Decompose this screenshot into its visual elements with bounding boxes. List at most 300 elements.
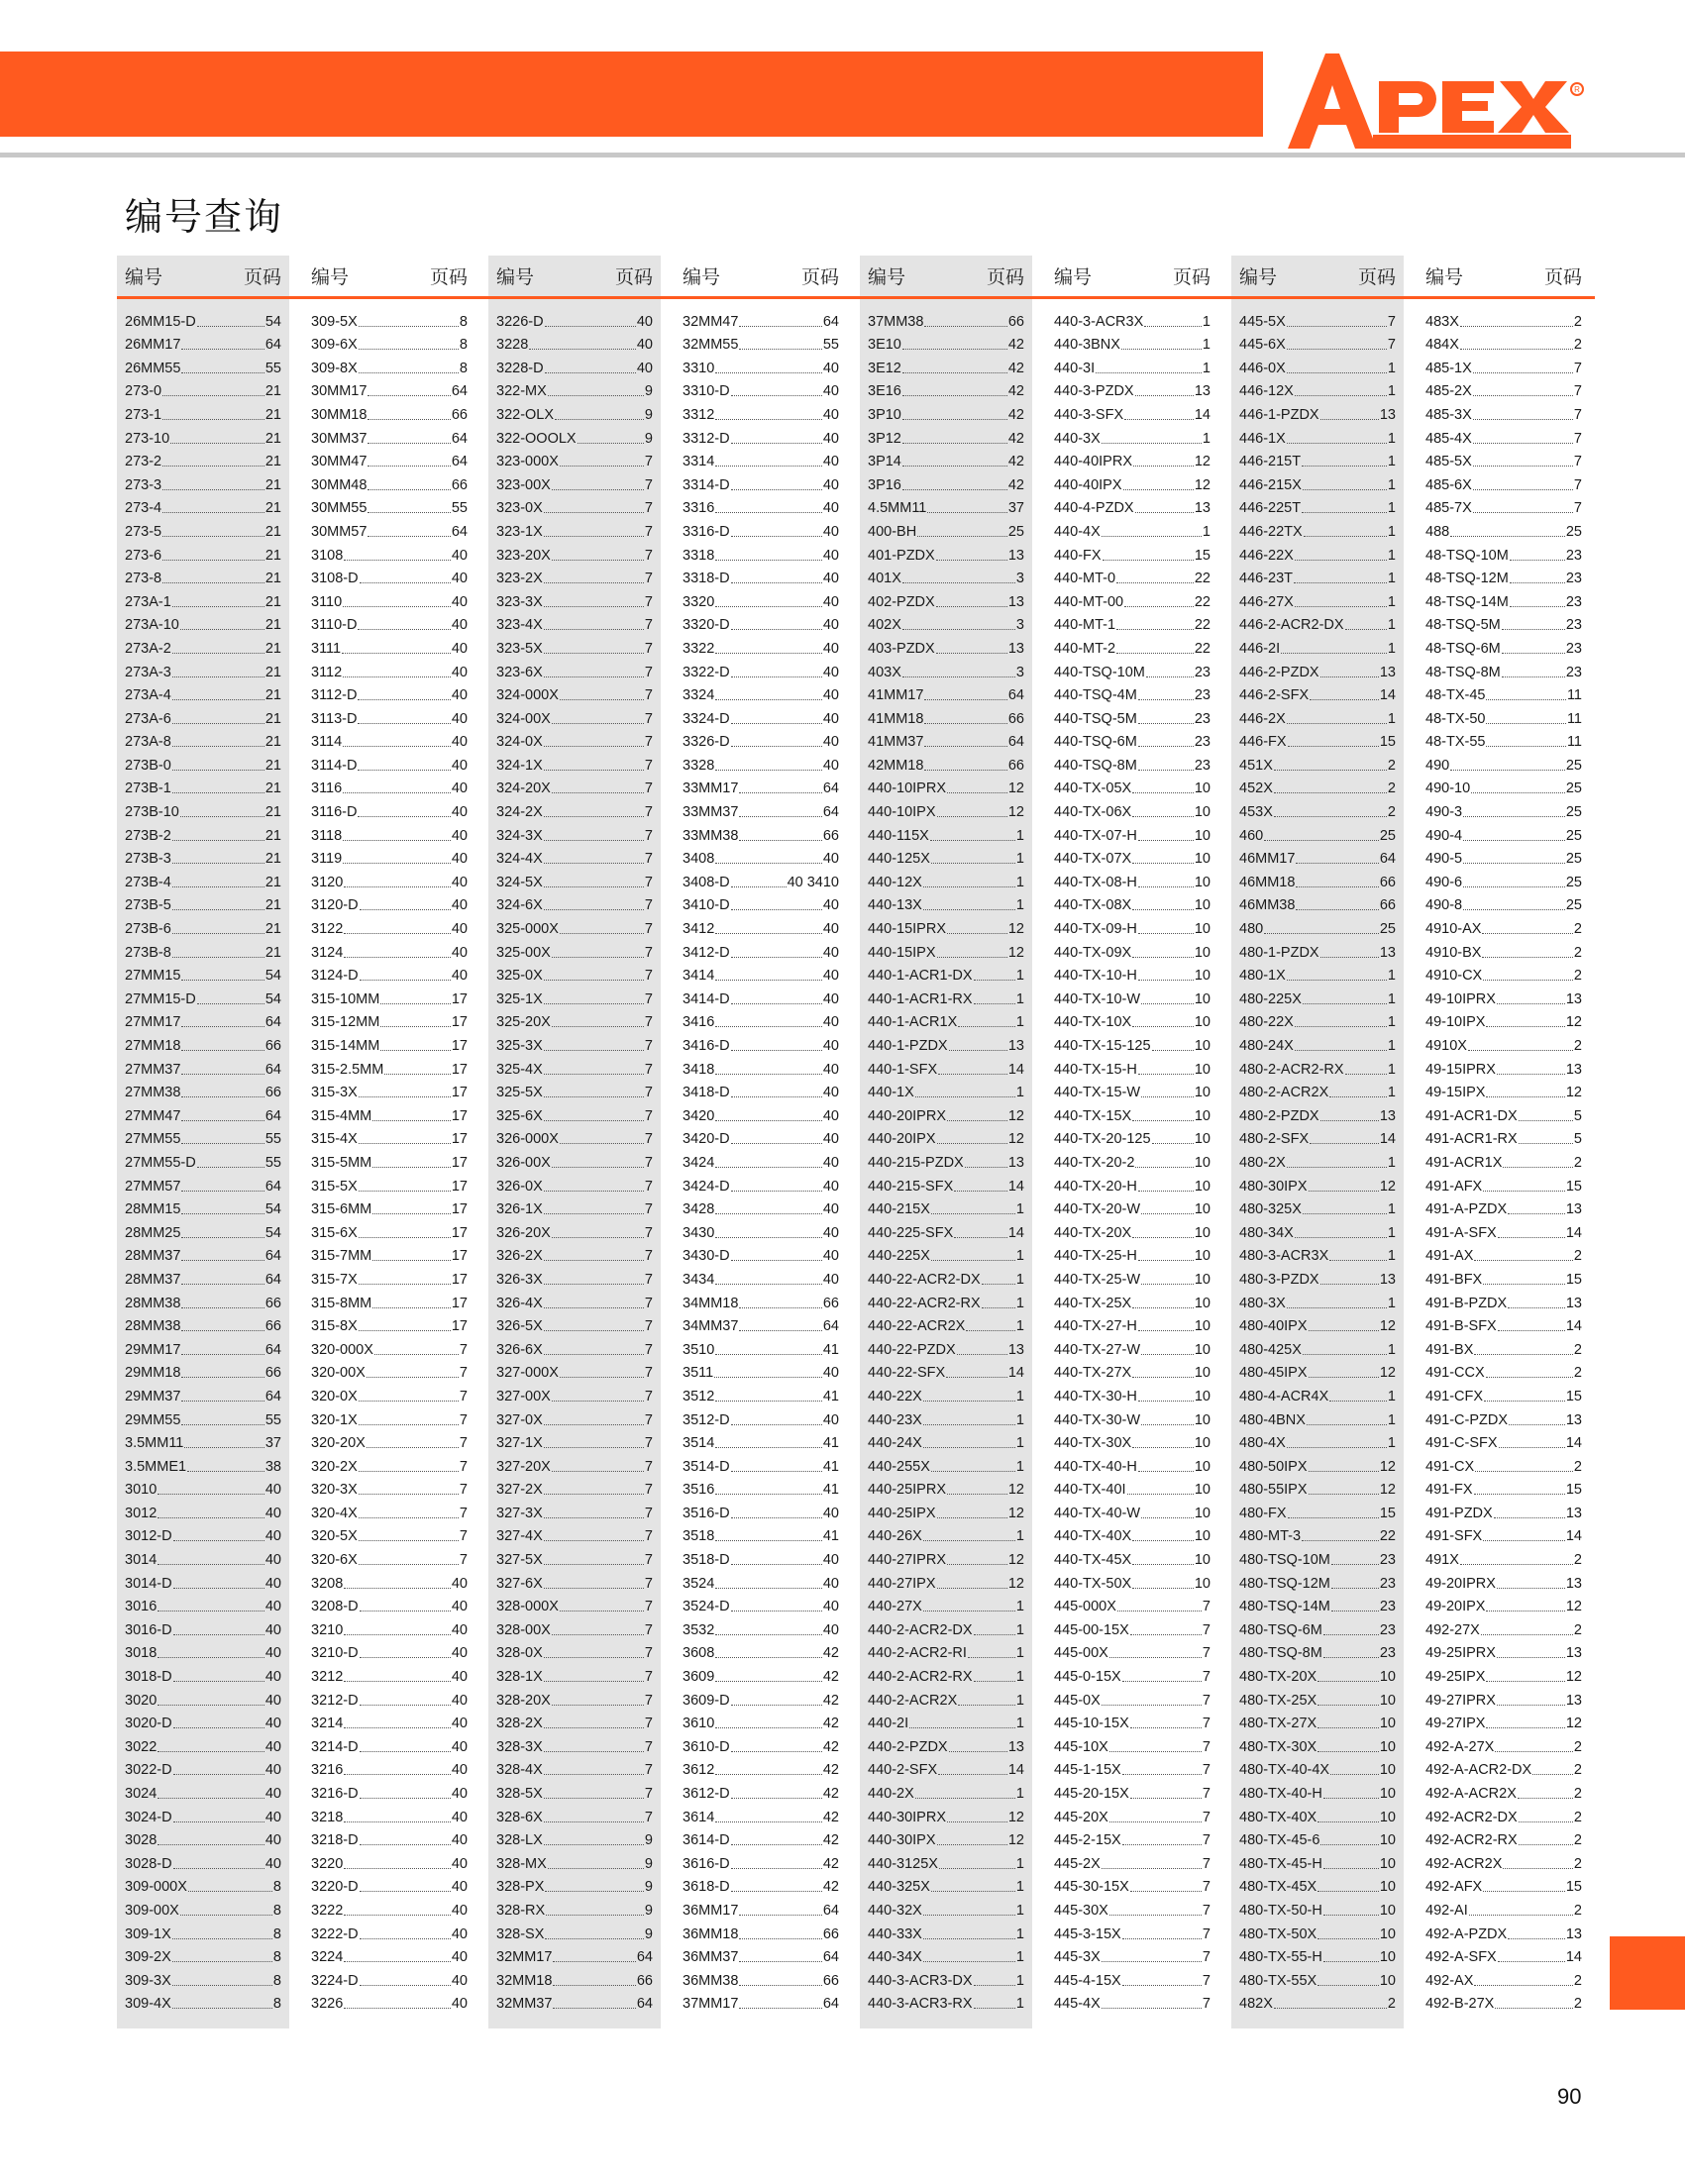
index-row <box>117 1172 289 1196</box>
dot-leader <box>553 1961 635 1962</box>
part-code: 3116 <box>311 780 343 797</box>
dot-leader <box>931 863 1015 864</box>
part-code: 445-00-15X <box>1054 1621 1129 1638</box>
page-ref: 15 <box>1565 1388 1582 1404</box>
page-ref: 13 <box>1565 1692 1582 1709</box>
dot-leader <box>974 980 1015 981</box>
index-row <box>860 1756 1032 1780</box>
part-code: 3512 <box>683 1388 715 1404</box>
dot-leader <box>1310 1143 1379 1144</box>
part-code: 37MM38 <box>868 313 924 330</box>
dot-leader <box>1320 1844 1378 1845</box>
index-row <box>675 1826 847 1850</box>
dot-leader <box>172 770 264 771</box>
dot-leader <box>162 536 264 537</box>
index-row <box>303 354 475 377</box>
page-ref: 1 <box>1387 1014 1396 1031</box>
dot-leader <box>360 1751 451 1752</box>
page-ref: 7 <box>1573 454 1582 470</box>
dot-leader <box>1152 1050 1194 1051</box>
part-code: 480-4BNX <box>1239 1411 1306 1428</box>
index-row <box>1418 541 1590 565</box>
page-ref: 10 <box>1379 1809 1396 1825</box>
dot-leader <box>1109 1657 1202 1658</box>
dot-leader <box>548 395 644 396</box>
page-ref: 54 <box>264 1201 281 1218</box>
index-row <box>675 1803 847 1826</box>
index-row <box>1231 985 1404 1008</box>
page-ref: 64 <box>264 1178 281 1195</box>
index-row <box>488 1545 661 1569</box>
dot-leader <box>924 723 1006 724</box>
part-code: 3114-D <box>311 757 358 774</box>
dot-leader <box>731 746 822 747</box>
dot-leader <box>923 1447 1015 1448</box>
part-code: 3P16 <box>868 476 901 493</box>
part-code: 3510 <box>683 1341 715 1358</box>
page-ref: 40 <box>451 1902 468 1919</box>
dot-leader <box>1486 746 1565 747</box>
dot-leader <box>1132 1377 1194 1378</box>
index-row <box>117 1639 289 1663</box>
index-row <box>303 448 475 471</box>
dot-leader <box>1287 723 1387 724</box>
part-code: 440-27IPX <box>868 1575 936 1592</box>
part-code: 440-TX-09-H <box>1054 921 1137 938</box>
dot-leader <box>946 1377 1007 1378</box>
page-ref: 2 <box>1573 1621 1582 1638</box>
part-code: 273B-3 <box>125 851 171 868</box>
index-row <box>1418 1522 1590 1546</box>
page-ref: 23 <box>1379 1645 1396 1662</box>
dot-leader <box>937 1844 1007 1845</box>
index-row <box>1231 1615 1404 1639</box>
index-row <box>488 891 661 915</box>
index-row <box>1046 1569 1218 1593</box>
page-ref: 40 <box>822 1085 839 1101</box>
index-row <box>303 845 475 869</box>
index-row <box>1418 587 1590 611</box>
dot-leader <box>360 1985 451 1986</box>
index-row <box>488 868 661 891</box>
dot-leader <box>172 2008 272 2009</box>
dot-leader <box>1138 1471 1194 1472</box>
dot-leader <box>1132 863 1194 864</box>
index-row <box>1418 424 1590 448</box>
part-code: 482X <box>1239 1996 1273 2013</box>
index-row <box>860 470 1032 494</box>
dot-leader <box>544 1681 644 1682</box>
index-row <box>1046 751 1218 775</box>
page-ref: 40 <box>822 664 839 680</box>
dot-leader <box>1473 419 1573 420</box>
part-code: 49-20IPX <box>1425 1599 1486 1615</box>
part-code: 440-3-SFX <box>1054 406 1124 423</box>
part-code: 3210-D <box>311 1645 359 1662</box>
part-code: 3612-D <box>683 1786 730 1802</box>
part-code: 440-TX-07-H <box>1054 827 1137 844</box>
page-ref: 14 <box>1379 687 1396 704</box>
dot-leader <box>739 1307 821 1308</box>
index-row <box>675 1662 847 1686</box>
dot-leader <box>544 840 644 841</box>
index-row <box>303 1662 475 1686</box>
dot-leader <box>344 1774 451 1775</box>
index-row <box>117 1312 289 1336</box>
index-row <box>1418 1545 1590 1569</box>
dot-leader <box>1486 699 1565 700</box>
page-ref: 40 <box>264 1855 281 1872</box>
page-ref: 40 <box>451 1832 468 1849</box>
page-ref: 9 <box>644 383 653 400</box>
index-row <box>1418 1803 1590 1826</box>
part-code: 440-2-PZDX <box>868 1738 948 1755</box>
index-row <box>1046 1920 1218 1943</box>
dot-leader <box>1320 957 1379 958</box>
page-ref: 1 <box>1015 1411 1024 1428</box>
column-header-page: 页码 <box>1543 266 1582 288</box>
index-row <box>1231 1499 1404 1522</box>
index-row <box>860 985 1032 1008</box>
part-code: 3610-D <box>683 1738 730 1755</box>
dot-leader <box>544 1798 644 1799</box>
index-row <box>1046 611 1218 635</box>
index-row <box>675 1522 847 1546</box>
page-ref: 13 <box>1565 1925 1582 1942</box>
dot-leader <box>360 980 451 981</box>
dot-leader <box>1287 349 1387 350</box>
page-ref: 7 <box>1202 1832 1211 1849</box>
index-row <box>860 1312 1032 1336</box>
page-ref: 2 <box>1573 1762 1582 1779</box>
page-ref: 23 <box>1565 617 1582 634</box>
index-row <box>675 1756 847 1780</box>
dot-leader <box>181 1143 263 1144</box>
page-ref: 40 <box>822 454 839 470</box>
part-code: 445-30X <box>1054 1902 1108 1919</box>
page-ref: 40 <box>822 734 839 751</box>
part-code: 480-2X <box>1239 1154 1286 1171</box>
index-row <box>117 1966 289 1990</box>
part-code: 273-3 <box>125 476 162 493</box>
page-ref: 21 <box>264 523 281 540</box>
index-row <box>1046 1196 1218 1219</box>
index-row <box>1418 400 1590 424</box>
index-row <box>303 541 475 565</box>
part-code: 29MM17 <box>125 1341 181 1358</box>
index-row <box>488 1873 661 1897</box>
index-row <box>1231 962 1404 986</box>
index-row <box>117 797 289 821</box>
index-row <box>488 1686 661 1710</box>
dot-leader <box>1303 1003 1387 1004</box>
index-row <box>1418 1593 1590 1616</box>
page-ref: 7 <box>644 593 653 610</box>
index-row <box>488 1079 661 1102</box>
index-row <box>117 1405 289 1429</box>
dot-leader <box>172 606 264 607</box>
dot-leader <box>343 840 451 841</box>
index-row <box>488 331 661 355</box>
dot-leader <box>731 1517 822 1518</box>
part-code: 440-TX-40-H <box>1054 1458 1137 1475</box>
index-row <box>675 914 847 938</box>
part-code: 4.5MM11 <box>868 500 927 517</box>
page-ref: 1 <box>1387 383 1396 400</box>
page-ref: 7 <box>644 710 653 727</box>
dot-leader <box>1317 1938 1379 1939</box>
dot-leader <box>1519 1143 1573 1144</box>
part-code: 325-5X <box>496 1085 543 1101</box>
page-ref: 13 <box>1565 990 1582 1007</box>
part-code: 445-4-15X <box>1054 1972 1121 1989</box>
part-code: 328-2X <box>496 1716 543 1732</box>
page-ref: 42 <box>1007 383 1024 400</box>
page-ref: 66 <box>1007 710 1024 727</box>
dot-leader <box>158 1657 264 1658</box>
part-code: 440-TX-50X <box>1054 1575 1132 1592</box>
index-row <box>303 1335 475 1359</box>
page-ref: 7 <box>644 921 653 938</box>
dot-leader <box>936 606 1007 607</box>
page-ref: 8 <box>459 313 468 330</box>
page-ref: 40 <box>822 1411 839 1428</box>
part-code: 480-TX-45-6 <box>1239 1832 1320 1849</box>
page-ref: 21 <box>264 476 281 493</box>
index-row <box>488 962 661 986</box>
index-row <box>303 470 475 494</box>
index-row <box>1418 1242 1590 1266</box>
part-code: 440-2-ACR2-RX <box>868 1669 973 1686</box>
dot-leader <box>1295 395 1387 396</box>
dot-leader <box>1122 1985 1202 1986</box>
page-ref: 66 <box>264 1295 281 1311</box>
index-row <box>1046 1405 1218 1429</box>
part-code: 3124-D <box>311 968 359 985</box>
part-code: 325-000X <box>496 921 559 938</box>
part-code: 324-2X <box>496 804 543 821</box>
dot-leader <box>1287 443 1387 444</box>
dot-leader <box>1141 1213 1194 1214</box>
dot-leader <box>1474 1494 1565 1495</box>
index-row <box>675 658 847 681</box>
part-code: 3314 <box>683 454 715 470</box>
part-code: 41MM18 <box>868 710 924 727</box>
part-code: 326-20X <box>496 1224 551 1241</box>
index-row <box>675 1545 847 1569</box>
part-code: 3E10 <box>868 337 901 354</box>
dot-leader <box>1345 629 1387 630</box>
index-row <box>860 1452 1032 1476</box>
page-ref: 40 <box>636 360 653 376</box>
page-ref: 17 <box>451 1224 468 1241</box>
page-title: 编号查询 <box>125 197 284 239</box>
page-ref: 7 <box>644 1786 653 1802</box>
dot-leader <box>544 1517 644 1518</box>
index-row <box>1231 1662 1404 1686</box>
dot-leader <box>731 489 822 490</box>
apex-logo <box>1284 50 1587 153</box>
dot-leader <box>1460 326 1573 327</box>
dot-leader <box>1518 1798 1573 1799</box>
dot-leader <box>358 723 450 724</box>
part-code: 327-0X <box>496 1411 543 1428</box>
index-row <box>1046 1452 1218 1476</box>
page-ref: 13 <box>1379 944 1396 961</box>
dot-leader <box>923 1540 1015 1541</box>
page-ref: 1 <box>1387 547 1396 564</box>
dot-leader <box>937 1588 1007 1589</box>
page-ref: 10 <box>1194 1038 1211 1054</box>
page-ref: 41 <box>822 1458 839 1475</box>
part-code: 3314-D <box>683 476 730 493</box>
page-ref: 3 <box>1015 664 1024 680</box>
part-code: 320-2X <box>311 1458 358 1475</box>
part-code: 3016 <box>125 1599 158 1615</box>
dot-leader <box>173 1821 264 1822</box>
page-ref: 7 <box>644 476 653 493</box>
dot-leader <box>162 489 264 490</box>
dot-leader <box>1109 1821 1202 1822</box>
part-code: 30MM57 <box>311 523 368 540</box>
dot-leader <box>1510 582 1565 583</box>
index-row <box>488 1522 661 1546</box>
index-row <box>1231 1405 1404 1429</box>
page-ref: 21 <box>264 921 281 938</box>
part-code: 440-TX-30-H <box>1054 1388 1137 1404</box>
part-code: 480-2-SFX <box>1239 1131 1310 1148</box>
page-ref: 13 <box>1194 500 1211 517</box>
page-ref: 1 <box>1015 1669 1024 1686</box>
page-ref: 9 <box>644 1855 653 1872</box>
page-ref: 40 <box>822 1505 839 1521</box>
part-code: 3220-D <box>311 1879 359 1896</box>
index-row <box>1231 1172 1404 1196</box>
page-ref: 1 <box>1202 523 1211 540</box>
index-row <box>675 1943 847 1967</box>
index-row <box>303 1710 475 1733</box>
page-ref: 2 <box>1387 1996 1396 2013</box>
page-ref: 14 <box>1565 1318 1582 1335</box>
index-row <box>1231 448 1404 471</box>
index-row <box>860 1265 1032 1289</box>
dot-leader <box>1287 326 1387 327</box>
dot-leader <box>1309 1330 1379 1331</box>
page-ref: 7 <box>644 1552 653 1569</box>
dot-leader <box>1138 746 1194 747</box>
page-ref: 22 <box>1194 617 1211 634</box>
dot-leader <box>1132 909 1194 910</box>
index-row <box>675 1008 847 1032</box>
page-ref: 1 <box>1202 337 1211 354</box>
part-code: 3328 <box>683 757 715 774</box>
page-ref: 1 <box>1387 1248 1396 1265</box>
dot-leader <box>1116 629 1194 630</box>
index-row <box>675 1593 847 1616</box>
page-ref: 40 <box>451 571 468 587</box>
dot-leader <box>368 512 450 513</box>
dot-leader <box>927 512 1006 513</box>
index-row <box>117 377 289 401</box>
part-code: 33MM17 <box>683 780 739 797</box>
dot-leader <box>1317 1821 1379 1822</box>
part-code: 440-1-SFX <box>868 1061 938 1078</box>
part-code: 480-TSQ-14M <box>1239 1599 1330 1615</box>
dot-leader <box>544 770 644 771</box>
dot-leader <box>1102 1868 1202 1869</box>
part-code: 27MM47 <box>125 1107 181 1124</box>
page-ref: 7 <box>644 1271 653 1288</box>
dot-leader <box>902 466 1007 467</box>
index-row <box>1046 1873 1218 1897</box>
index-row <box>675 845 847 869</box>
index-row <box>860 587 1032 611</box>
dot-leader <box>902 629 1015 630</box>
part-code: 491-B-PZDX <box>1425 1295 1508 1311</box>
part-code: 273-0 <box>125 383 162 400</box>
dot-leader <box>360 1938 451 1939</box>
page-ref: 40 <box>264 1786 281 1802</box>
page-ref: 10 <box>1379 1879 1396 1896</box>
dot-leader <box>902 372 1007 373</box>
page-ref: 40 <box>451 1925 468 1942</box>
index-row <box>860 1593 1032 1616</box>
dot-leader <box>958 1026 1015 1027</box>
page-ref: 5 <box>1573 1107 1582 1124</box>
index-row <box>1231 400 1404 424</box>
index-row <box>488 1429 661 1453</box>
index-row <box>488 1289 661 1312</box>
dot-leader <box>1323 1868 1379 1869</box>
index-row <box>1046 1639 1218 1663</box>
index-row <box>1046 1476 1218 1500</box>
page-ref: 7 <box>644 1505 653 1521</box>
part-code: 32MM55 <box>683 337 739 354</box>
part-code: 480-425X <box>1239 1341 1302 1358</box>
page-ref: 64 <box>822 780 839 797</box>
dot-leader <box>1295 606 1387 607</box>
index-row <box>860 1779 1032 1803</box>
index-row <box>675 1172 847 1196</box>
index-row <box>117 1429 289 1453</box>
part-code: 491-AFX <box>1425 1178 1483 1195</box>
index-row <box>860 1662 1032 1686</box>
part-code: 315-8MM <box>311 1295 372 1311</box>
part-code: 480-3X <box>1239 1295 1286 1311</box>
index-row <box>1046 962 1218 986</box>
column-header <box>488 256 661 295</box>
dot-leader <box>544 1260 644 1261</box>
part-code: 327-20X <box>496 1458 551 1475</box>
index-row <box>488 448 661 471</box>
part-code: 3218-D <box>311 1832 359 1849</box>
dot-leader <box>544 1330 644 1331</box>
part-code: 3.5MM11 <box>125 1435 184 1452</box>
index-row <box>488 1896 661 1920</box>
dot-leader <box>1509 1424 1565 1425</box>
index-row <box>675 775 847 798</box>
dot-leader <box>731 1844 822 1845</box>
part-code: 3511 <box>683 1365 714 1382</box>
part-code: 445-000X <box>1054 1599 1116 1615</box>
page-ref: 23 <box>1379 1599 1396 1615</box>
page-ref: 10 <box>1379 1832 1396 1849</box>
page-ref: 42 <box>822 1738 839 1755</box>
page-ref: 21 <box>264 734 281 751</box>
page-ref: 1 <box>1387 1061 1396 1078</box>
dot-leader <box>544 1821 644 1822</box>
part-code: 445-0X <box>1054 1692 1101 1709</box>
